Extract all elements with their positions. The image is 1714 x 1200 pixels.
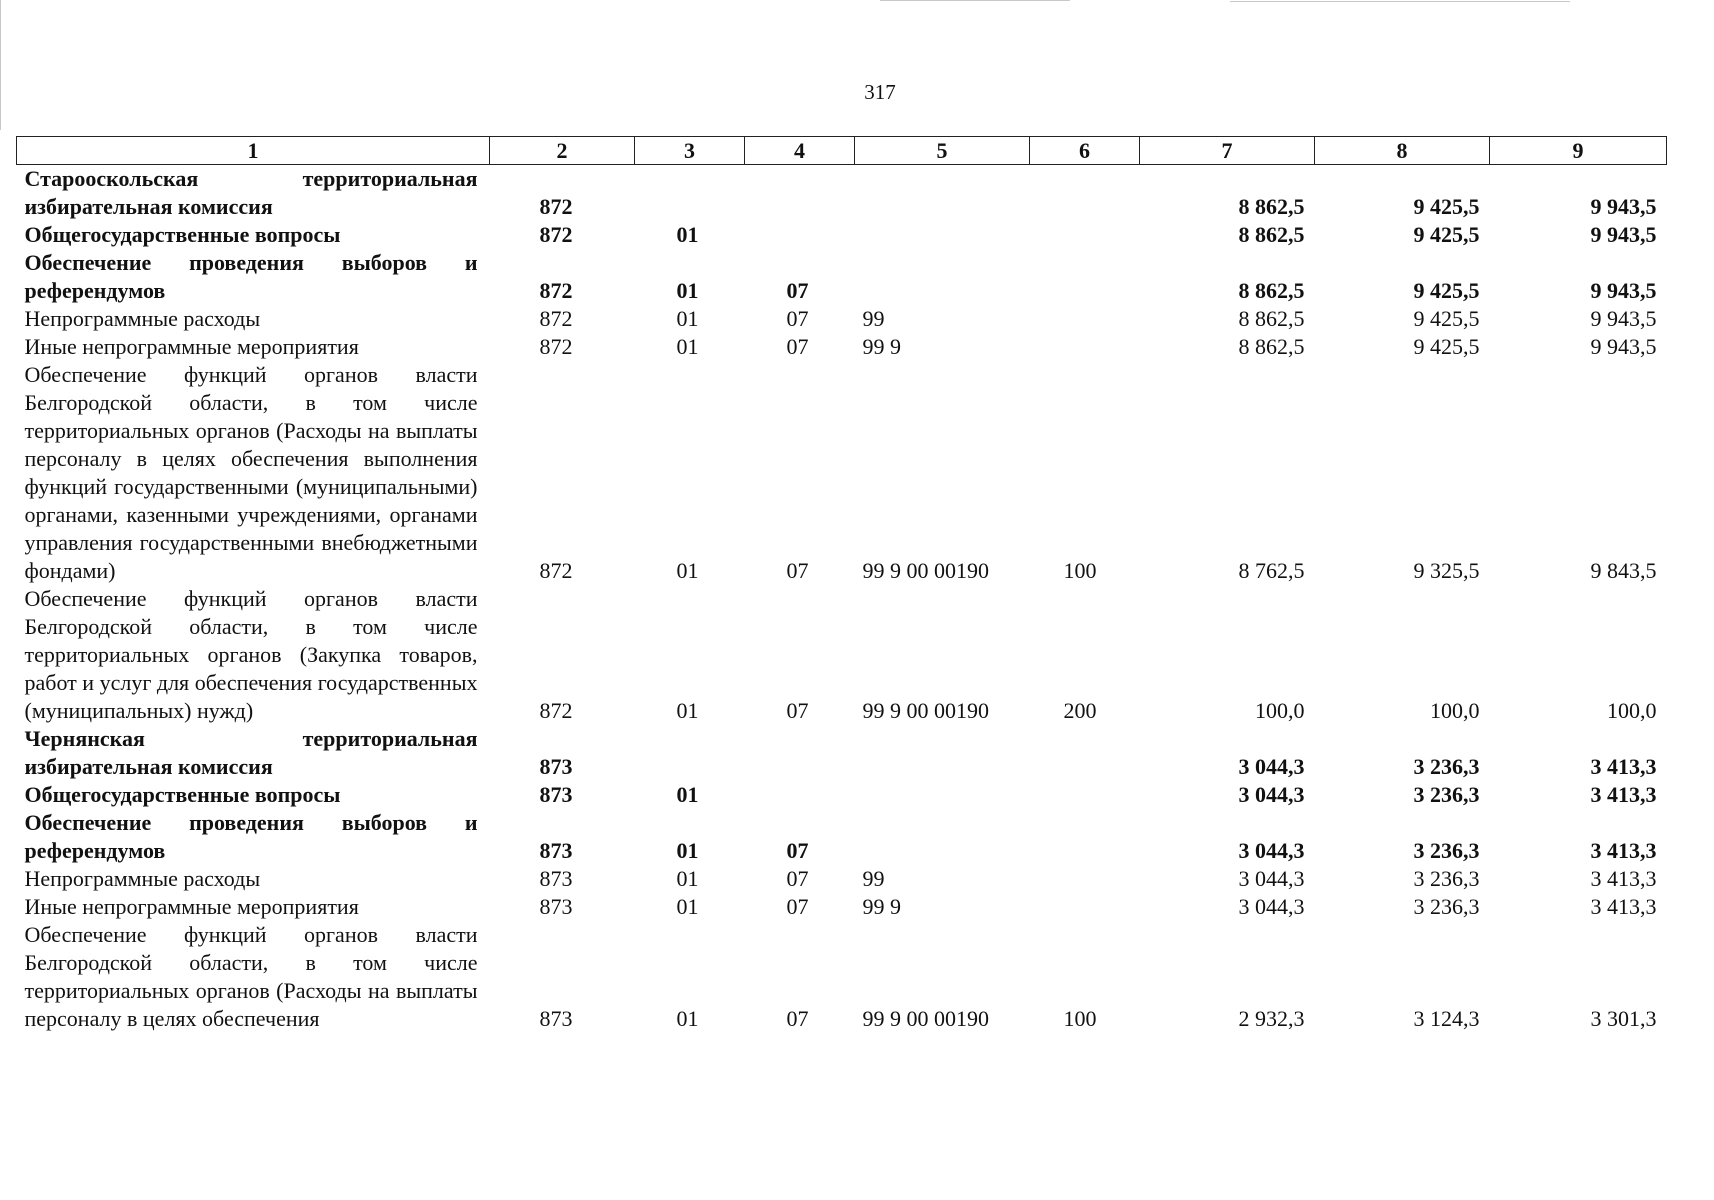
amount-col9-cell: 9 943,5 xyxy=(1590,306,1657,331)
section-code-cell: 01 xyxy=(676,306,699,331)
table-row xyxy=(17,165,1667,222)
subsection-code-cell: 07 xyxy=(786,698,809,723)
chapter-code-cell: 872 xyxy=(539,222,573,247)
row-name-cell: Чернянская территориальная избирательная комиссия xyxy=(24,726,478,779)
row-name-cell: Старооскольская территориальная избирательная комиссия xyxy=(24,166,478,219)
amount-col9-cell: 100,0 xyxy=(1607,698,1657,723)
subsection-code-cell xyxy=(745,725,855,781)
amount-col9-cell: 3 413,3 xyxy=(1590,754,1657,779)
section-code-cell: 01 xyxy=(676,782,699,807)
amount-col7-cell: 8 862,5 xyxy=(1238,222,1305,247)
amount-col9-cell: 3 413,3 xyxy=(1590,866,1657,891)
amount-col8-cell: 3 236,3 xyxy=(1413,894,1480,919)
chapter-code-cell: 872 xyxy=(539,334,573,359)
amount-col7-cell: 3 044,3 xyxy=(1238,838,1305,863)
amount-col9-cell: 9 943,5 xyxy=(1590,278,1657,303)
expense-type-cell xyxy=(1030,893,1140,921)
chapter-code-cell: 873 xyxy=(539,866,573,891)
subsection-code-cell xyxy=(745,165,855,222)
amount-col9-cell: 3 413,3 xyxy=(1590,838,1657,863)
chapter-code-cell: 873 xyxy=(539,838,573,863)
row-name-cell: Иные непрограммные мероприятия xyxy=(24,334,359,359)
amount-col7-cell: 8 762,5 xyxy=(1238,558,1305,583)
table-row xyxy=(17,305,1667,333)
chapter-code-cell: 873 xyxy=(539,754,573,779)
row-name-cell: Обеспечение проведения выборов и референдумов xyxy=(24,810,478,863)
table-row xyxy=(17,585,1667,725)
subsection-code-cell xyxy=(745,221,855,249)
chapter-code-cell: 873 xyxy=(539,1006,573,1031)
section-code-cell: 01 xyxy=(676,866,699,891)
row-name-cell: Общегосударственные вопросы xyxy=(24,222,341,247)
amount-col8-cell: 3 236,3 xyxy=(1413,782,1480,807)
amount-col8-cell: 3 236,3 xyxy=(1413,754,1480,779)
table-row xyxy=(17,361,1667,585)
target-article-cell: 99 9 00 00190 xyxy=(862,698,989,723)
amount-col7-cell: 3 044,3 xyxy=(1238,754,1305,779)
expense-type-cell xyxy=(1030,725,1140,781)
row-name-cell: Обеспечение функций органов власти Белгородской области, в том числе территориальных органов (Расходы на выплаты персоналу в целях обеспечения xyxy=(24,922,478,1031)
chapter-code-cell: 873 xyxy=(539,782,573,807)
amount-col9-cell: 9 943,5 xyxy=(1590,334,1657,359)
amount-col8-cell: 100,0 xyxy=(1430,698,1480,723)
expense-type-cell xyxy=(1030,249,1140,305)
target-article-cell xyxy=(855,781,1030,809)
expense-type-cell xyxy=(1030,305,1140,333)
table-row xyxy=(17,249,1667,305)
section-code-cell: 01 xyxy=(676,278,699,303)
amount-col9-cell: 3 413,3 xyxy=(1590,782,1657,807)
chapter-code-cell: 872 xyxy=(539,698,573,723)
target-article-cell xyxy=(855,809,1030,865)
amount-col8-cell: 3 236,3 xyxy=(1413,838,1480,863)
row-name-cell: Непрограммные расходы xyxy=(24,866,261,891)
target-article-cell: 99 9 00 00190 xyxy=(862,558,989,583)
chapter-code-cell: 872 xyxy=(539,558,573,583)
subsection-code-cell: 07 xyxy=(786,838,809,863)
amount-col8-cell: 9 425,5 xyxy=(1413,306,1480,331)
chapter-code-cell: 872 xyxy=(539,278,573,303)
header-cell-col6: 6 xyxy=(1030,137,1140,165)
subsection-code-cell xyxy=(745,781,855,809)
amount-col8-cell: 3 236,3 xyxy=(1413,866,1480,891)
page-number: 317 xyxy=(864,80,896,104)
chapter-code-cell: 872 xyxy=(539,194,573,219)
amount-col7-cell: 3 044,3 xyxy=(1238,782,1305,807)
row-name-cell: Обеспечение функций органов власти Белгородской области, в том числе территориальных органов (Закупка товаров, работ и услуг для обеспечения государственных (муниципальных) нужд) xyxy=(24,586,478,723)
scan-artifact-left xyxy=(0,0,1,130)
header-cell-col2: 2 xyxy=(490,137,635,165)
amount-col8-cell: 9 425,5 xyxy=(1413,278,1480,303)
subsection-code-cell: 07 xyxy=(786,866,809,891)
amount-col9-cell: 9 943,5 xyxy=(1590,222,1657,247)
header-cell-col3: 3 xyxy=(635,137,745,165)
amount-col7-cell: 8 862,5 xyxy=(1238,306,1305,331)
chapter-code-cell: 873 xyxy=(539,894,573,919)
section-code-cell: 01 xyxy=(676,334,699,359)
target-article-cell: 99 xyxy=(862,306,885,331)
subsection-code-cell: 07 xyxy=(786,1006,809,1031)
section-code-cell xyxy=(635,165,745,222)
table-row xyxy=(17,865,1667,893)
header-row xyxy=(17,137,1667,165)
target-article-cell: 99 9 xyxy=(862,894,901,919)
target-article-cell xyxy=(855,221,1030,249)
subsection-code-cell: 07 xyxy=(786,894,809,919)
amount-col9-cell: 9 943,5 xyxy=(1590,194,1657,219)
scan-artifact-top-2 xyxy=(1230,1,1570,2)
section-code-cell: 01 xyxy=(676,1006,699,1031)
amount-col7-cell: 8 862,5 xyxy=(1238,334,1305,359)
target-article-cell: 99 9 xyxy=(862,334,901,359)
scan-artifact-top-1 xyxy=(880,0,1070,1)
expense-type-cell xyxy=(1030,221,1140,249)
target-article-cell xyxy=(855,249,1030,305)
section-code-cell: 01 xyxy=(676,698,699,723)
chapter-code-cell: 872 xyxy=(539,306,573,331)
amount-col9-cell: 3 413,3 xyxy=(1590,894,1657,919)
expense-type-cell: 200 xyxy=(1063,698,1097,723)
header-cell-col7: 7 xyxy=(1140,137,1315,165)
table-row xyxy=(17,921,1667,1033)
section-code-cell: 01 xyxy=(676,558,699,583)
target-article-cell xyxy=(855,725,1030,781)
table-row xyxy=(17,333,1667,361)
header-cell-col5: 5 xyxy=(855,137,1030,165)
amount-col8-cell: 9 425,5 xyxy=(1413,334,1480,359)
row-name-cell: Иные непрограммные мероприятия xyxy=(24,894,359,919)
target-article-cell xyxy=(855,165,1030,222)
header-cell-col9: 9 xyxy=(1490,137,1667,165)
section-code-cell: 01 xyxy=(676,894,699,919)
section-code-cell: 01 xyxy=(676,222,699,247)
target-article-cell: 99 xyxy=(862,866,885,891)
row-name-cell: Обеспечение функций органов власти Белгородской области, в том числе территориальных органов (Расходы на выплаты персоналу в целях обеспечения выполнения функций государственными (муниципальными) органами, казенными учреждениями, органами управления государственными внебюджетными фондами) xyxy=(24,362,478,583)
amount-col8-cell: 9 325,5 xyxy=(1413,558,1480,583)
subsection-code-cell: 07 xyxy=(786,306,809,331)
expense-type-cell xyxy=(1030,865,1140,893)
amount-col8-cell: 3 124,3 xyxy=(1413,1006,1480,1031)
row-name-cell: Обеспечение проведения выборов и референдумов xyxy=(24,250,478,303)
expense-type-cell: 100 xyxy=(1063,558,1097,583)
amount-col7-cell: 3 044,3 xyxy=(1238,866,1305,891)
table-row xyxy=(17,781,1667,809)
section-code-cell: 01 xyxy=(676,838,699,863)
amount-col7-cell: 3 044,3 xyxy=(1238,894,1305,919)
amount-col7-cell: 8 862,5 xyxy=(1238,278,1305,303)
amount-col9-cell: 3 301,3 xyxy=(1590,1006,1657,1031)
table-row xyxy=(17,725,1667,781)
expense-type-cell xyxy=(1030,165,1140,222)
expense-type-cell xyxy=(1030,809,1140,865)
amount-col9-cell: 9 843,5 xyxy=(1590,558,1657,583)
table-row xyxy=(17,221,1667,249)
amount-col7-cell: 2 932,3 xyxy=(1238,1006,1305,1031)
amount-col8-cell: 9 425,5 xyxy=(1413,222,1480,247)
budget-table xyxy=(16,136,1667,1033)
amount-col8-cell: 9 425,5 xyxy=(1413,194,1480,219)
budget-table-container xyxy=(16,136,1666,1033)
expense-type-cell xyxy=(1030,781,1140,809)
amount-col7-cell: 8 862,5 xyxy=(1238,194,1305,219)
target-article-cell: 99 9 00 00190 xyxy=(862,1006,989,1031)
expense-type-cell xyxy=(1030,333,1140,361)
header-cell-col8: 8 xyxy=(1315,137,1490,165)
table-body xyxy=(17,165,1667,1034)
header-cell-col4: 4 xyxy=(745,137,855,165)
table-row xyxy=(17,893,1667,921)
subsection-code-cell: 07 xyxy=(786,334,809,359)
row-name-cell: Общегосударственные вопросы xyxy=(24,782,341,807)
amount-col7-cell: 100,0 xyxy=(1255,698,1305,723)
header-cell-col1: 1 xyxy=(17,137,490,165)
subsection-code-cell: 07 xyxy=(786,278,809,303)
expense-type-cell: 100 xyxy=(1063,1006,1097,1031)
subsection-code-cell: 07 xyxy=(786,558,809,583)
row-name-cell: Непрограммные расходы xyxy=(24,306,261,331)
table-row xyxy=(17,809,1667,865)
section-code-cell xyxy=(635,725,745,781)
table-header xyxy=(17,137,1667,165)
